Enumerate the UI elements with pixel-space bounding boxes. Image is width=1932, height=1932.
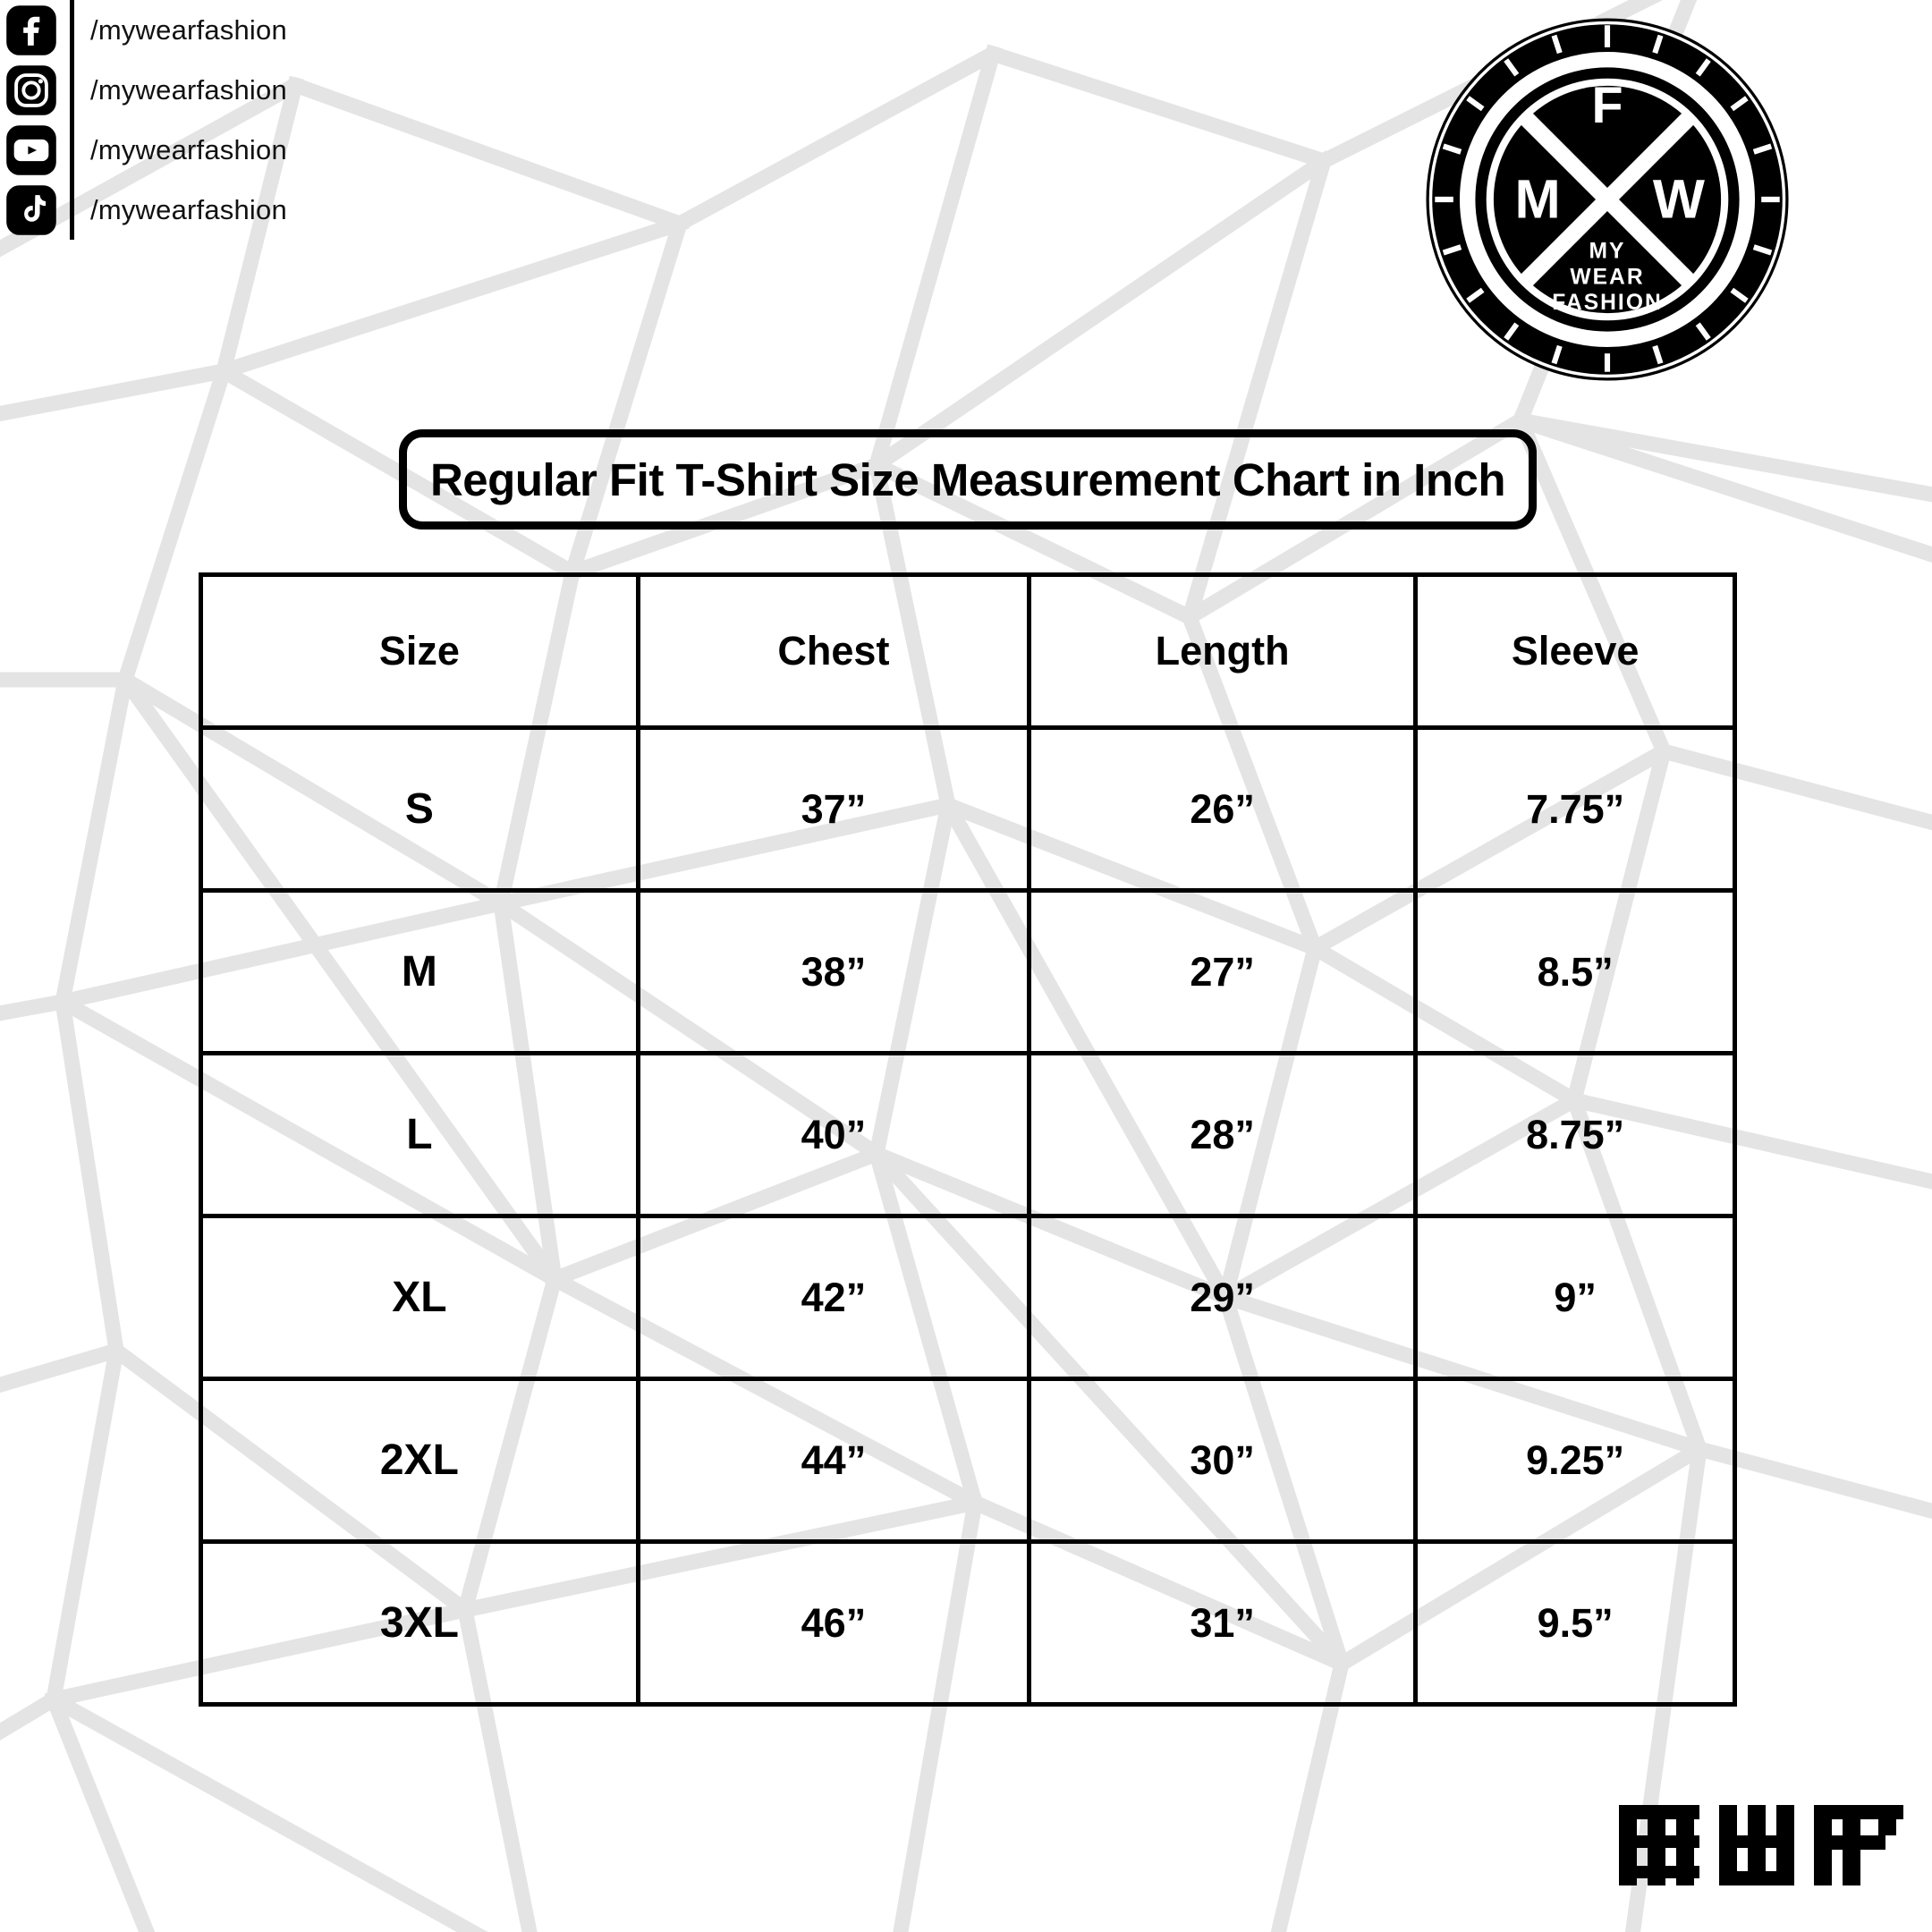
cell-size: XL [201,1216,639,1379]
tiktok-icon [5,184,57,236]
table-row [201,1379,1735,1542]
social-handle: /mywearfashion [90,13,287,46]
logo-letter-f: F [1591,76,1623,134]
youtube-icon [5,124,57,176]
cell-length: 29” [1030,1216,1416,1379]
cell-size: 3XL [201,1542,639,1705]
social-handle: /mywearfashion [90,193,287,225]
cell-size: 2XL [201,1379,639,1542]
instagram-icon [5,64,57,116]
cell-sleeve: 8.5” [1416,891,1735,1054]
title-box [399,429,1537,530]
cell-chest: 40” [638,1054,1029,1216]
cell-size: L [201,1054,639,1216]
cell-chest: 37” [638,728,1029,891]
chart-title-area [199,429,1737,530]
divider [70,180,74,240]
column-header-chest: Chest [638,575,1029,728]
size-measurement-table [199,572,1737,1707]
cell-length: 31” [1030,1542,1416,1705]
social-row-tiktok[interactable] [0,180,340,240]
page-title: Regular Fit T-Shirt Size Measurement Chart in Inch [429,454,1506,505]
divider [70,120,74,180]
column-header-sleeve: Sleeve [1416,575,1735,728]
cell-chest: 44” [638,1379,1029,1542]
cell-sleeve: 8.75” [1416,1054,1735,1216]
logo-letter-w: W [1652,168,1705,231]
social-row-instagram[interactable] [0,60,340,120]
divider [70,0,74,60]
cell-sleeve: 9.25” [1416,1379,1735,1542]
social-handle: /mywearfashion [90,133,287,165]
logo-wordmark-line1: MY [1589,239,1626,264]
social-links [0,0,340,240]
social-row-facebook[interactable] [0,0,340,60]
facebook-icon [5,4,57,56]
logo-wordmark-line2: WEAR [1570,265,1645,290]
cell-length: 27” [1030,891,1416,1054]
table-row [201,728,1735,891]
table-row [201,1054,1735,1216]
cell-length: 26” [1030,728,1416,891]
footer-wordmark [1610,1796,1932,1894]
cell-chest: 38” [638,891,1029,1054]
cell-size: M [201,891,639,1054]
cell-sleeve: 9.5” [1416,1542,1735,1705]
table-row [201,1216,1735,1379]
cell-sleeve: 9” [1416,1216,1735,1379]
mwf-circular-logo [1424,16,1791,383]
cell-length: 30” [1030,1379,1416,1542]
social-handle: /mywearfashion [90,73,287,106]
divider [70,60,74,120]
table-header-row [201,575,1735,728]
cell-chest: 46” [638,1542,1029,1705]
table-row [201,1542,1735,1705]
column-header-length: Length [1030,575,1416,728]
cell-sleeve: 7.75” [1416,728,1735,891]
logo-wordmark-line3: FASHION [1552,291,1663,315]
social-row-youtube[interactable] [0,120,340,180]
cell-size: S [201,728,639,891]
logo-letter-m: M [1514,168,1561,231]
cell-chest: 42” [638,1216,1029,1379]
cell-length: 28” [1030,1054,1416,1216]
column-header-size: Size [201,575,639,728]
table-row [201,891,1735,1054]
